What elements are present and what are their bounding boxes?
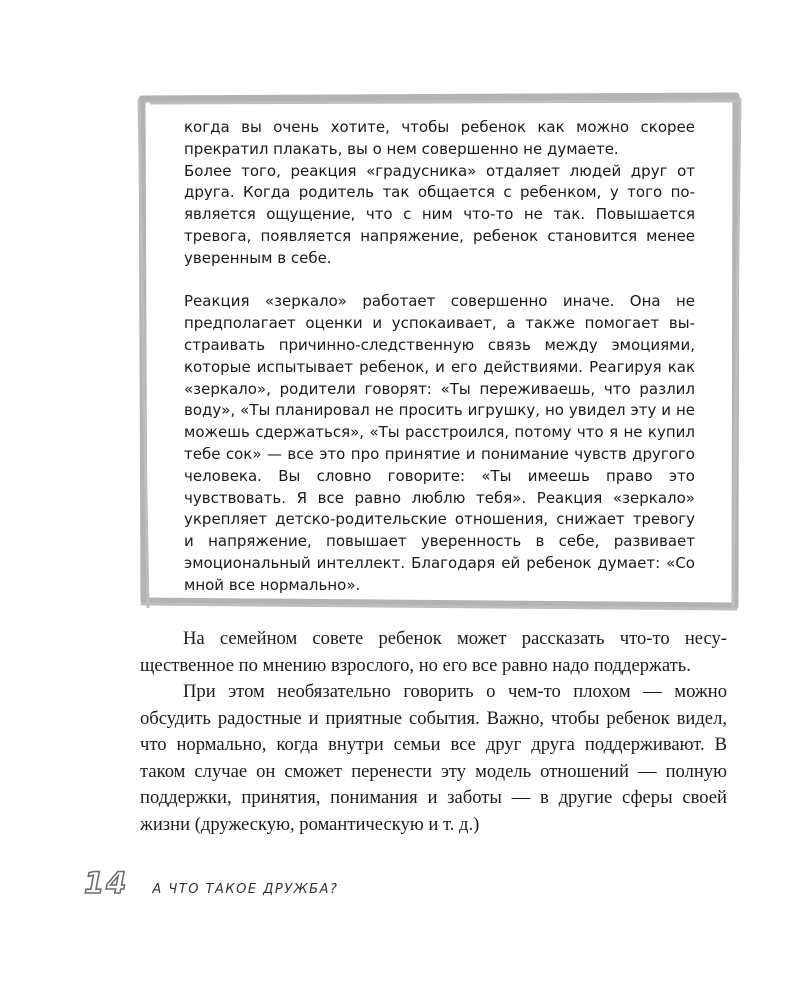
box-paragraph-1: когда вы очень хотите, чтобы ребенок как можно скорее прекратил плакать, вы о нем совершенно не думаете.: [184, 118, 695, 158]
sketch-frame-overdraw-top: [150, 101, 738, 103]
running-title: А ЧТО ТАКОЕ ДРУЖБА?: [152, 882, 339, 897]
framed-text-box: [184, 117, 695, 597]
page-number: 14: [84, 866, 129, 900]
body-paragraph-2: При этом необязательно говорить о чем-то плохом — можно обсудить радостные и приятные события. Важно, чтобы ребенок видел, что нормально, когда внутри семьи все друг друга поддерживают. В таком случае он сможет перенести эту модель отношений — полную поддержки, принятия, понимания и заботы — в другие сферы своей жизни (дружескую, романтическую и т. д.): [140, 681, 727, 835]
paragraph-gap: [184, 270, 695, 292]
box-paragraph-3: Реакция «зеркало» работает совершенно иначе. Она не предполагает оценки и успокаивает, а также помогает выстраивать причинно-следственную связь между эмоциями, которые испытывает ребенок, и его действиями. Реагируя как «зеркало», родители говорят: «Ты переживаешь, что разлил воду», «Ты планировал не просить игрушку, но увидел эту и не можешь сдержаться», «Ты расстроился, потому что я не купил тебе сок» — все это про принятие и понимание чувств другого человека. Вы словно говорите: «Ты имеешь право это чувствовать. Я все равно люблю тебя». Реакция «зеркало» укрепляет детско-родительские отношения, снижает тревогу и напряжение, повышает уверенность в себе, развивает эмоциональный интеллект. Благодаря ей ребенок думает: «Со мной все нормально».: [184, 292, 695, 594]
body-paragraph-1: На семейном совете ребенок может рассказать что-то несущественное по мнению взрослого, но его все равно надо поддержать.: [140, 628, 727, 676]
main-text: [140, 626, 727, 838]
box-paragraph-2: Более того, реакция «градусника» отдаляет людей друг от друга. Когда родитель так общается с ребенком, у того появляется ощущение, что с ним что-то не так. Повышается тревога, появляется напряжение, ребенок становится менее уверенным в себе.: [184, 161, 695, 267]
page-footer: [84, 866, 338, 900]
